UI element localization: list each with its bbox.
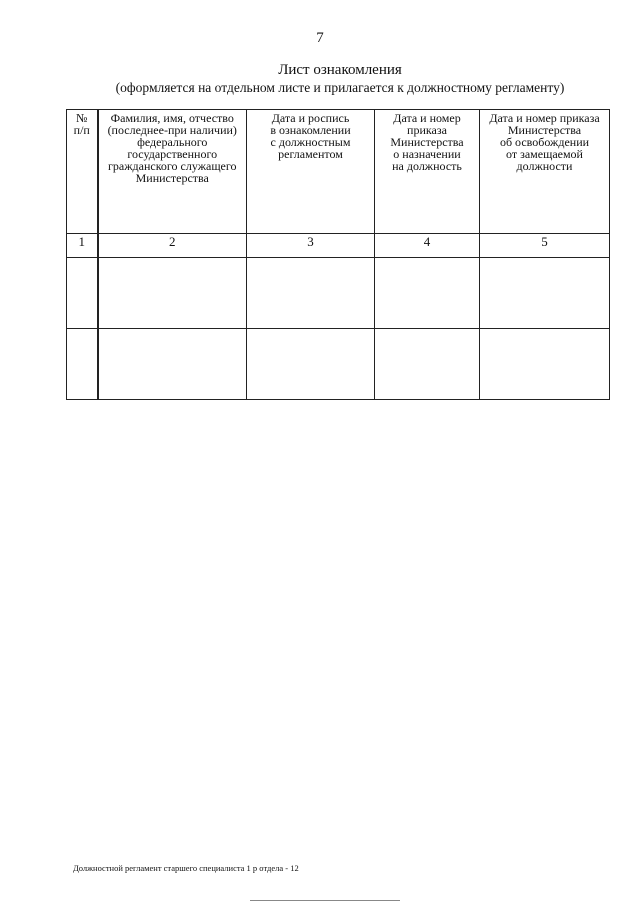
page-number: 7 xyxy=(316,30,324,46)
header-dismissal-order: Дата и номер приказа Министерства об освобождении от замещаемой должности xyxy=(480,110,610,234)
column-number: 4 xyxy=(375,234,480,258)
header-signature-date: Дата и роспись в ознакомлении с должностным регламентом xyxy=(247,110,375,234)
header-appointment-order: Дата и номер приказа Министерства о назначении на должность xyxy=(375,110,480,234)
document-subtitle: (оформляется на отдельном листе и прилагается к должностному регламенту) xyxy=(115,80,565,95)
header-full-name: Фамилия, имя, отчество (последнее-при наличии) федерального государственного гражданского служащего Министерства xyxy=(98,110,247,234)
table-row xyxy=(67,258,610,329)
empty-cell[interactable] xyxy=(480,329,610,400)
header-number: № п/п xyxy=(67,110,98,234)
empty-cell[interactable] xyxy=(480,258,610,329)
column-number: 3 xyxy=(247,234,375,258)
empty-cell[interactable] xyxy=(67,258,98,329)
document-title: Лист ознакомления xyxy=(278,62,402,78)
empty-cell[interactable] xyxy=(247,258,375,329)
empty-cell[interactable] xyxy=(375,258,480,329)
column-number-row xyxy=(67,234,610,258)
empty-cell[interactable] xyxy=(247,329,375,400)
table-header-row xyxy=(67,110,610,234)
empty-cell[interactable] xyxy=(98,329,247,400)
footer-note: Должностной регламент старшего специалиста 1 р отдела - 12 xyxy=(73,863,299,873)
empty-cell[interactable] xyxy=(98,258,247,329)
scan-edge-line xyxy=(250,900,400,901)
column-number: 2 xyxy=(98,234,247,258)
empty-cell[interactable] xyxy=(375,329,480,400)
table-row xyxy=(67,329,610,400)
empty-cell[interactable] xyxy=(67,329,98,400)
column-number: 5 xyxy=(480,234,610,258)
column-number: 1 xyxy=(67,234,98,258)
acknowledgement-table xyxy=(66,109,610,400)
